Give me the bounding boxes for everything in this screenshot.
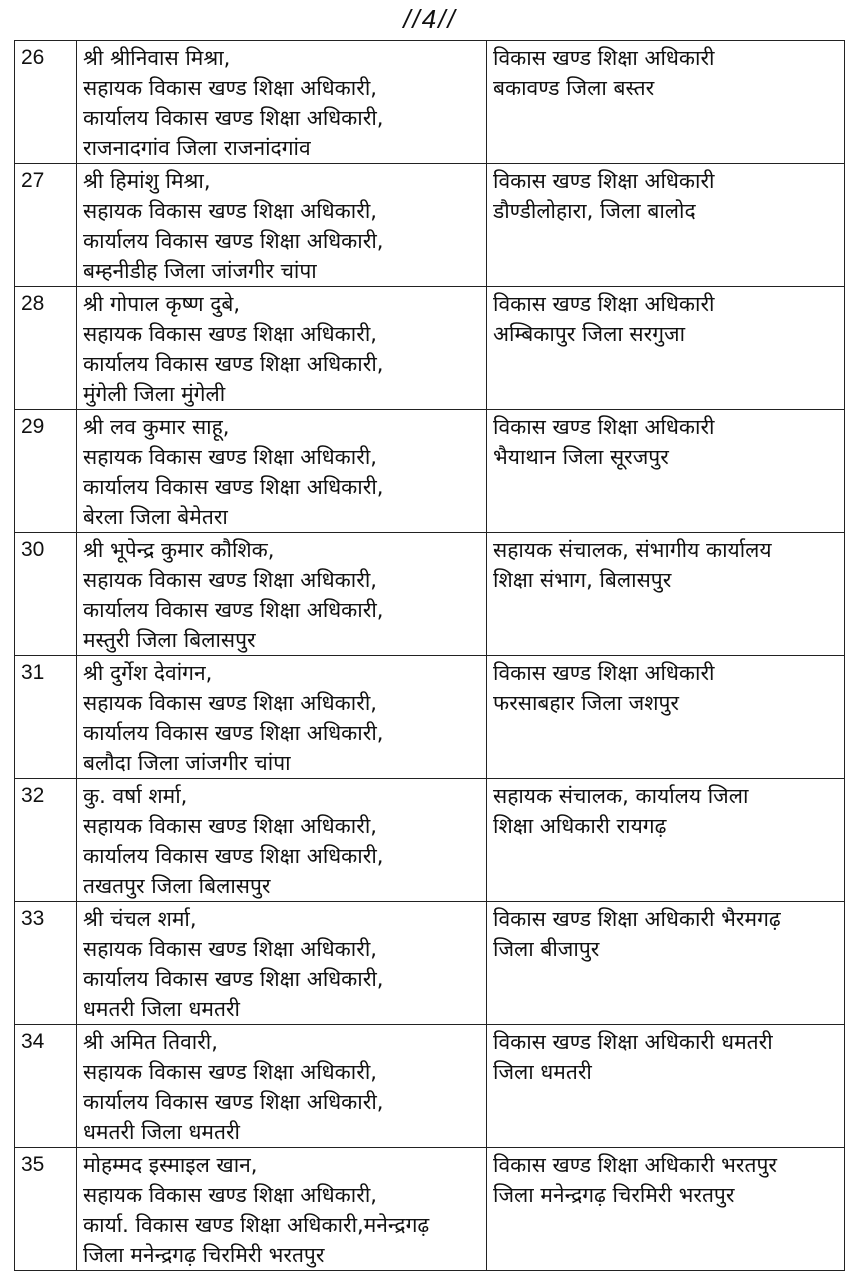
table-row [15, 656, 845, 779]
new-posting-cell [487, 656, 845, 779]
officer-details-line: तखतपुर जिला बिलासपुर [83, 874, 271, 898]
officer-details-line: सहायक विकास खण्ड शिक्षा अधिकारी, [83, 76, 377, 100]
officer-details-line: सहायक विकास खण्ड शिक्षा अधिकारी, [83, 814, 377, 838]
table-row [15, 164, 845, 287]
officer-details-line: कार्यालय विकास खण्ड शिक्षा अधिकारी, [83, 967, 384, 991]
officer-details-line: सहायक विकास खण्ड शिक्षा अधिकारी, [83, 568, 377, 592]
new-posting-line: विकास खण्ड शिक्षा अधिकारी [493, 661, 715, 685]
new-posting-cell [487, 410, 845, 533]
new-posting-line: विकास खण्ड शिक्षा अधिकारी [493, 415, 715, 439]
table-row [15, 533, 845, 656]
new-posting-line: विकास खण्ड शिक्षा अधिकारी [493, 169, 715, 193]
officer-details-line: बेरला जिला बेमेतरा [83, 505, 228, 529]
new-posting-line: बकावण्ड जिला बस्तर [493, 76, 655, 100]
officer-details-cell [77, 1148, 487, 1271]
new-posting-line: शिक्षा अधिकारी रायगढ़ [493, 814, 667, 838]
new-posting-cell [487, 164, 845, 287]
new-posting-line: भैयाथान जिला सूरजपुर [493, 445, 669, 469]
officer-details-line: राजनादगांव जिला राजनांदगांव [83, 136, 311, 160]
officer-details-line: श्री हिमांशु मिश्रा, [83, 169, 211, 193]
officer-details-line: मस्तुरी जिला बिलासपुर [83, 628, 256, 652]
officer-details-line: धमतरी जिला धमतरी [83, 997, 240, 1021]
serial-number: 33 [15, 902, 77, 1025]
serial-number: 29 [15, 410, 77, 533]
officer-details-line: धमतरी जिला धमतरी [83, 1120, 240, 1144]
officer-details-line: श्री दुर्गेश देवांगन, [83, 661, 213, 685]
officer-details-line: जिला मनेन्द्रगढ़ चिरमिरी भरतपुर [83, 1243, 325, 1267]
serial-number: 34 [15, 1025, 77, 1148]
officer-details-line: सहायक विकास खण्ड शिक्षा अधिकारी, [83, 1183, 377, 1207]
officer-details-line: कार्यालय विकास खण्ड शिक्षा अधिकारी, [83, 1090, 384, 1114]
new-posting-line: जिला धमतरी [493, 1060, 592, 1084]
new-posting-cell [487, 1148, 845, 1271]
new-posting-line: सहायक संचालक, संभागीय कार्यालय [493, 538, 772, 562]
table-row [15, 902, 845, 1025]
officer-details-line: सहायक विकास खण्ड शिक्षा अधिकारी, [83, 937, 377, 961]
officer-details-line: श्री गोपाल कृष्ण दुबे, [83, 292, 241, 316]
new-posting-line: विकास खण्ड शिक्षा अधिकारी [493, 46, 715, 70]
officer-details-line: सहायक विकास खण्ड शिक्षा अधिकारी, [83, 445, 377, 469]
officer-details-line: मुंगेली जिला मुंगेली [83, 382, 226, 406]
officer-details-cell [77, 779, 487, 902]
officer-details-line: सहायक विकास खण्ड शिक्षा अधिकारी, [83, 1060, 377, 1084]
new-posting-cell [487, 41, 845, 164]
new-posting-cell [487, 1025, 845, 1148]
officer-details-line: श्री श्रीनिवास मिश्रा, [83, 46, 231, 70]
transfer-table-body [15, 41, 845, 1271]
officer-details-line: सहायक विकास खण्ड शिक्षा अधिकारी, [83, 322, 377, 346]
new-posting-line: विकास खण्ड शिक्षा अधिकारी भरतपुर [493, 1153, 778, 1177]
table-row [15, 1025, 845, 1148]
officer-details-cell [77, 902, 487, 1025]
serial-number: 30 [15, 533, 77, 656]
new-posting-cell [487, 287, 845, 410]
officer-details-line: कु. वर्षा शर्मा, [83, 784, 188, 808]
officer-details-cell [77, 1025, 487, 1148]
officer-details-line: कार्यालय विकास खण्ड शिक्षा अधिकारी, [83, 352, 384, 376]
officer-details-line: कार्यालय विकास खण्ड शिक्षा अधिकारी, [83, 229, 384, 253]
officer-details-line: सहायक विकास खण्ड शिक्षा अधिकारी, [83, 199, 377, 223]
officer-details-cell [77, 287, 487, 410]
table-row [15, 287, 845, 410]
new-posting-line: विकास खण्ड शिक्षा अधिकारी धमतरी [493, 1030, 773, 1054]
officer-details-cell [77, 533, 487, 656]
new-posting-line: विकास खण्ड शिक्षा अधिकारी भैरमगढ़ [493, 907, 781, 931]
officer-details-line: कार्यालय विकास खण्ड शिक्षा अधिकारी, [83, 106, 384, 130]
officer-details-line: श्री अमित तिवारी, [83, 1030, 218, 1054]
serial-number: 28 [15, 287, 77, 410]
officer-details-line: श्री चंचल शर्मा, [83, 907, 197, 931]
officer-details-line: मोहम्मद इस्माइल खान, [83, 1153, 258, 1177]
new-posting-cell [487, 902, 845, 1025]
new-posting-line: डौण्डीलोहारा, जिला बालोद [493, 199, 696, 223]
officer-details-line: कार्यालय विकास खण्ड शिक्षा अधिकारी, [83, 844, 384, 868]
officer-details-line: कार्या. विकास खण्ड शिक्षा अधिकारी,मनेन्द्रगढ़ [83, 1213, 430, 1237]
officer-details-cell [77, 656, 487, 779]
table-row [15, 41, 845, 164]
serial-number: 35 [15, 1148, 77, 1271]
serial-number: 31 [15, 656, 77, 779]
officer-details-line: कार्यालय विकास खण्ड शिक्षा अधिकारी, [83, 721, 384, 745]
serial-number: 32 [15, 779, 77, 902]
transfer-table [14, 40, 845, 1271]
table-row [15, 779, 845, 902]
new-posting-line: विकास खण्ड शिक्षा अधिकारी [493, 292, 715, 316]
new-posting-line: जिला मनेन्द्रगढ़ चिरमिरी भरतपुर [493, 1183, 735, 1207]
officer-details-line: बम्हनीडीह जिला जांजगीर चांपा [83, 259, 317, 283]
officer-details-line: सहायक विकास खण्ड शिक्षा अधिकारी, [83, 691, 377, 715]
page-number-header: //4// [403, 4, 457, 34]
new-posting-line: जिला बीजापुर [493, 937, 600, 961]
officer-details-cell [77, 410, 487, 533]
officer-details-line: कार्यालय विकास खण्ड शिक्षा अधिकारी, [83, 475, 384, 499]
new-posting-cell [487, 779, 845, 902]
officer-details-line: श्री भूपेन्द्र कुमार कौशिक, [83, 538, 275, 562]
new-posting-line: फरसाबहार जिला जशपुर [493, 691, 680, 715]
new-posting-cell [487, 533, 845, 656]
table-row [15, 1148, 845, 1271]
officer-details-cell [77, 41, 487, 164]
serial-number: 26 [15, 41, 77, 164]
new-posting-line: अम्बिकापुर जिला सरगुजा [493, 322, 686, 346]
officer-details-line: कार्यालय विकास खण्ड शिक्षा अधिकारी, [83, 598, 384, 622]
serial-number: 27 [15, 164, 77, 287]
officer-details-cell [77, 164, 487, 287]
new-posting-line: सहायक संचालक, कार्यालय जिला [493, 784, 749, 808]
officer-details-line: बलौदा जिला जांजगीर चांपा [83, 751, 291, 775]
officer-details-line: श्री लव कुमार साहू, [83, 415, 230, 439]
new-posting-line: शिक्षा संभाग, बिलासपुर [493, 568, 672, 592]
table-row [15, 410, 845, 533]
